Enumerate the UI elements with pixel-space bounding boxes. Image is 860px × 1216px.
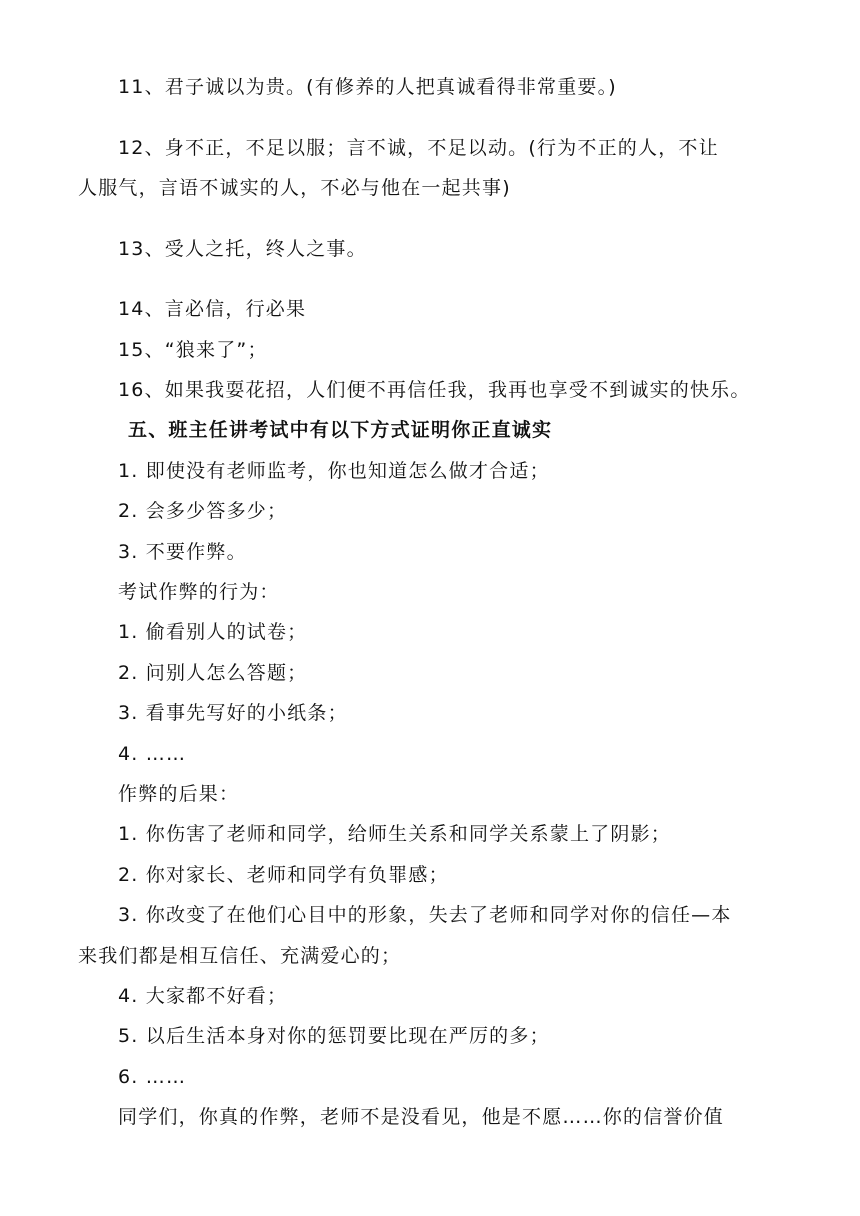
text-line: 1. 你伤害了老师和同学，给师生关系和同学关系蒙上了阴影； (118, 823, 671, 845)
text-line: 4. …… (118, 743, 187, 765)
text-line: 1. 即使没有老师监考，你也知道怎么做才合适； (118, 460, 550, 482)
text-line: 考试作弊的行为： (118, 581, 280, 603)
text-line: 12、身不正，不足以服；言不诚，不足以动。(行为不正的人，不让 (118, 137, 719, 159)
text-line: 11、君子诚以为贵。(有修养的人把真诚看得非常重要。) (118, 76, 617, 98)
text-line: 3. 你改变了在他们心目中的形象，失去了老师和同学对你的信任—本 (118, 904, 732, 926)
text-line: 4. 大家都不好看； (118, 985, 288, 1007)
text-line: 来我们都是相互信任、充满爱心的； (78, 945, 402, 967)
text-line: 14、言必信，行必果 (118, 298, 307, 320)
text-line: 2. 会多少答多少； (118, 500, 288, 522)
text-line: 2. 你对家长、老师和同学有负罪感； (118, 864, 449, 886)
section-heading: 五、班主任讲考试中有以下方式证明你正直诚实 (128, 419, 553, 441)
text-line: 3. 不要作弊。 (118, 541, 247, 563)
text-line: 3. 看事先写好的小纸条； (118, 702, 348, 724)
text-line: 13、受人之托，终人之事。 (118, 238, 367, 260)
text-line: 5. 以后生活本身对你的惩罚要比现在严厉的多； (118, 1025, 550, 1047)
text-line: 2. 问别人怎么答题； (118, 662, 308, 684)
text-line: 16、如果我耍花招，人们便不再信任我，我再也享受不到诚实的快乐。 (118, 379, 751, 401)
text-line: 6. …… (118, 1066, 187, 1088)
text-line: 15、“狼来了”； (118, 339, 268, 361)
text-line: 同学们，你真的作弊，老师不是没看见，他是不愿……你的信誉价值 (118, 1106, 725, 1128)
text-line: 作弊的后果： (118, 783, 240, 805)
text-line: 1. 偷看别人的试卷； (118, 621, 308, 643)
text-line: 人服气，言语不诚实的人，不必与他在一起共事) (78, 177, 511, 199)
